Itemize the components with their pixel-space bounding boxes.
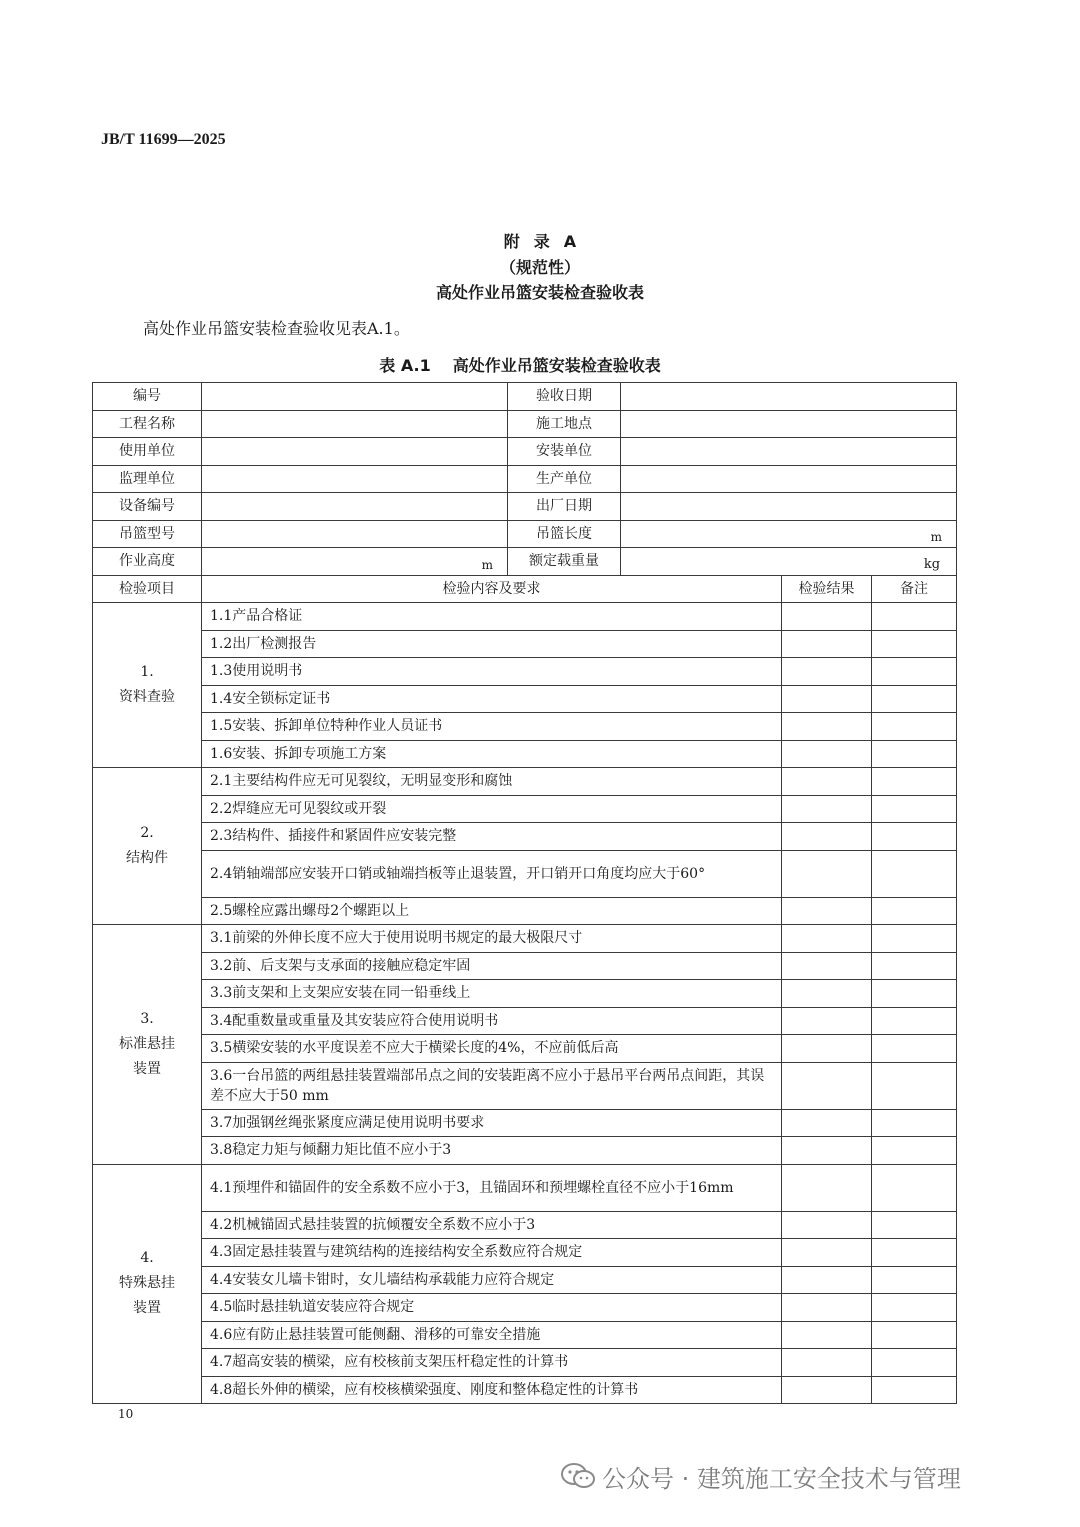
result-cell[interactable] <box>782 1294 872 1322</box>
check-item: 1.4安全锁标定证书 <box>202 685 782 713</box>
check-row <box>93 980 957 1008</box>
header-content: 检验内容及要求 <box>202 575 782 603</box>
group-number: 2. <box>140 825 154 841</box>
header-remark: 备注 <box>872 575 957 603</box>
result-cell[interactable] <box>782 658 872 686</box>
info-value <box>202 520 508 548</box>
check-row <box>93 713 957 741</box>
appendix-name: 高处作业吊篮安装检查验收表 <box>435 283 644 302</box>
result-cell[interactable] <box>782 1211 872 1239</box>
remark-cell[interactable] <box>872 850 957 897</box>
info-label: 编号 <box>93 383 202 411</box>
info-value <box>202 548 508 576</box>
group-number: 3. <box>140 1010 154 1027</box>
remark-cell[interactable] <box>872 952 957 980</box>
header-result: 检验结果 <box>782 575 872 603</box>
check-row <box>93 1239 957 1267</box>
group-cell <box>93 925 202 1165</box>
inspection-table <box>92 382 957 1404</box>
result-cell[interactable] <box>782 1239 872 1267</box>
remark-cell[interactable] <box>872 713 957 741</box>
info-row <box>93 465 957 493</box>
info-value <box>202 383 508 411</box>
check-item: 4.1预埋件和锚固件的安全系数不应小于3，且锚固环和预埋螺栓直径不应小于16mm <box>202 1164 782 1211</box>
info-value <box>202 493 508 521</box>
wechat-icon <box>560 1462 596 1490</box>
remark-cell[interactable] <box>872 980 957 1008</box>
result-cell[interactable] <box>782 897 872 925</box>
check-item: 3.1前梁的外伸长度不应大于使用说明书规定的最大极限尺寸 <box>202 925 782 953</box>
result-cell[interactable] <box>782 603 872 631</box>
result-cell[interactable] <box>782 1321 872 1349</box>
check-item: 4.6应有防止悬挂装置可能侧翻、滑移的可靠安全措施 <box>202 1321 782 1349</box>
result-cell[interactable] <box>782 925 872 953</box>
check-row <box>93 1321 957 1349</box>
check-row <box>93 1109 957 1137</box>
check-item: 2.3结构件、插接件和紧固件应安装完整 <box>202 823 782 851</box>
table-caption <box>0 353 1040 376</box>
remark-cell[interactable] <box>872 1007 957 1035</box>
info-value <box>202 410 508 438</box>
result-cell[interactable] <box>782 823 872 851</box>
check-item: 2.5螺栓应露出螺母2个螺距以上 <box>202 897 782 925</box>
intro-text: 高处作业吊篮安装检查验收见表A.1。 <box>143 319 410 338</box>
info-label: 出厂日期 <box>508 493 621 521</box>
group-cell <box>93 768 202 925</box>
result-cell[interactable] <box>782 713 872 741</box>
appendix-nature: （规范性） <box>499 258 580 277</box>
info-row <box>93 410 957 438</box>
result-cell[interactable] <box>782 1137 872 1165</box>
remark-cell[interactable] <box>872 603 957 631</box>
check-item: 4.8超长外伸的横梁，应有校核横梁强度、刚度和整体稳定性的计算书 <box>202 1376 782 1404</box>
result-cell[interactable] <box>782 1035 872 1063</box>
group-name: 装置 <box>133 1060 161 1077</box>
remark-cell[interactable] <box>872 1376 957 1404</box>
check-row <box>93 1035 957 1063</box>
remark-cell[interactable] <box>872 1349 957 1377</box>
info-row <box>93 520 957 548</box>
result-cell[interactable] <box>782 740 872 768</box>
info-label: 使用单位 <box>93 438 202 466</box>
check-item: 1.5安装、拆卸单位特种作业人员证书 <box>202 713 782 741</box>
check-item: 3.5横梁安装的水平度误差不应大于横梁长度的4%，不应前低后高 <box>202 1035 782 1063</box>
check-item: 1.6安装、拆卸专项施工方案 <box>202 740 782 768</box>
check-item: 4.2机械锚固式悬挂装置的抗倾覆安全系数不应小于3 <box>202 1211 782 1239</box>
check-row <box>93 1007 957 1035</box>
remark-cell[interactable] <box>872 1321 957 1349</box>
check-item: 4.7超高安装的横梁，应有校核前支架压杆稳定性的计算书 <box>202 1349 782 1377</box>
info-label: 验收日期 <box>508 383 621 411</box>
remark-cell[interactable] <box>872 1239 957 1267</box>
info-label: 吊篮长度 <box>508 520 621 548</box>
info-label: 额定载重量 <box>508 548 621 576</box>
remark-cell[interactable] <box>872 1294 957 1322</box>
info-label: 设备编号 <box>93 493 202 521</box>
header-item: 检验项目 <box>93 575 202 603</box>
remark-cell[interactable] <box>872 658 957 686</box>
result-cell[interactable] <box>782 850 872 897</box>
check-row <box>93 897 957 925</box>
check-row <box>93 630 957 658</box>
group-number: 4. <box>140 1250 154 1267</box>
remark-cell[interactable] <box>872 1035 957 1063</box>
info-row <box>93 383 957 411</box>
info-label: 生产单位 <box>508 465 621 493</box>
group-name: 装置 <box>133 1300 161 1317</box>
check-item: 4.3固定悬挂装置与建筑结构的连接结构安全系数应符合规定 <box>202 1239 782 1267</box>
check-row <box>93 1164 957 1211</box>
check-item: 3.8稳定力矩与倾翻力矩比值不应小于3 <box>202 1137 782 1165</box>
group-cell <box>93 603 202 768</box>
result-cell[interactable] <box>782 795 872 823</box>
result-cell[interactable] <box>782 1349 872 1377</box>
check-item: 1.2出厂检测报告 <box>202 630 782 658</box>
info-row <box>93 438 957 466</box>
check-row <box>93 850 957 897</box>
remark-cell[interactable] <box>872 823 957 851</box>
check-row <box>93 1349 957 1377</box>
info-value <box>621 410 957 438</box>
info-label: 工程名称 <box>93 410 202 438</box>
info-value <box>202 465 508 493</box>
info-value <box>621 438 957 466</box>
info-value <box>621 493 957 521</box>
standard-number: JB/T 11699—2025 <box>101 131 226 148</box>
check-item: 1.3使用说明书 <box>202 658 782 686</box>
unit-label: kg <box>923 556 941 572</box>
remark-cell[interactable] <box>872 1062 957 1109</box>
watermark-text: 公众号 · 建筑施工安全技术与管理 <box>602 1464 961 1493</box>
remark-cell[interactable] <box>872 1164 957 1211</box>
remark-cell[interactable] <box>872 630 957 658</box>
result-cell[interactable] <box>782 952 872 980</box>
check-row <box>93 1062 957 1109</box>
remark-cell[interactable] <box>872 1211 957 1239</box>
remark-cell[interactable] <box>872 1266 957 1294</box>
result-cell[interactable] <box>782 1007 872 1035</box>
check-row <box>93 740 957 768</box>
check-item: 4.5临时悬挂轨道安装应符合规定 <box>202 1294 782 1322</box>
remark-cell[interactable] <box>872 740 957 768</box>
table-number: 表 A.1 <box>379 356 431 375</box>
result-cell[interactable] <box>782 1109 872 1137</box>
info-label: 施工地点 <box>508 410 621 438</box>
info-label: 安装单位 <box>508 438 621 466</box>
remark-cell[interactable] <box>872 685 957 713</box>
check-row <box>93 768 957 796</box>
check-item: 3.7加强钢丝绳张紧度应满足使用说明书要求 <box>202 1109 782 1137</box>
check-row <box>93 1211 957 1239</box>
check-item: 4.4安装女儿墙卡钳时，女儿墙结构承载能力应符合规定 <box>202 1266 782 1294</box>
remark-cell[interactable] <box>872 897 957 925</box>
check-row <box>93 1137 957 1165</box>
check-item: 3.6一台吊篮的两组悬挂装置端部吊点之间的安装距离不应小于悬吊平台两吊点间距，其误差不应大于50 mm <box>202 1062 782 1109</box>
table-title: 高处作业吊篮安装检查验收表 <box>452 356 661 375</box>
check-item: 2.2焊缝应无可见裂纹或开裂 <box>202 795 782 823</box>
remark-cell[interactable] <box>872 795 957 823</box>
remark-cell[interactable] <box>872 768 957 796</box>
result-cell[interactable] <box>782 980 872 1008</box>
info-label: 监理单位 <box>93 465 202 493</box>
info-value <box>202 438 508 466</box>
group-name: 特殊悬挂 <box>119 1275 175 1292</box>
check-item: 3.2前、后支架与支承面的接触应稳定牢固 <box>202 952 782 980</box>
info-value <box>621 383 957 411</box>
check-row <box>93 1266 957 1294</box>
result-cell[interactable] <box>782 1164 872 1211</box>
result-cell[interactable] <box>782 1266 872 1294</box>
result-cell[interactable] <box>782 630 872 658</box>
info-row <box>93 493 957 521</box>
check-row <box>93 1294 957 1322</box>
check-row <box>93 925 957 953</box>
check-row <box>93 603 957 631</box>
watermark <box>560 1456 961 1496</box>
header-row <box>93 575 957 603</box>
unit-label: m <box>930 530 943 544</box>
result-cell[interactable] <box>782 685 872 713</box>
check-item: 2.1主要结构件应无可见裂纹，无明显变形和腐蚀 <box>202 768 782 796</box>
info-label: 吊篮型号 <box>93 520 202 548</box>
group-cell <box>93 1164 202 1404</box>
check-row <box>93 1376 957 1404</box>
result-cell[interactable] <box>782 1376 872 1404</box>
check-row <box>93 685 957 713</box>
result-cell[interactable] <box>782 1062 872 1109</box>
check-item: 3.4配重数量或重量及其安装应符合使用说明书 <box>202 1007 782 1035</box>
remark-cell[interactable] <box>872 1137 957 1165</box>
info-value <box>621 548 957 576</box>
appendix-title: 附录A <box>503 232 591 251</box>
check-item: 1.1产品合格证 <box>202 603 782 631</box>
page-number: 10 <box>118 1407 134 1421</box>
group-name: 资料查验 <box>119 689 175 705</box>
info-row <box>93 548 957 576</box>
result-cell[interactable] <box>782 768 872 796</box>
check-row <box>93 952 957 980</box>
unit-label: m <box>481 557 493 572</box>
info-value <box>621 520 957 548</box>
group-name: 标准悬挂 <box>119 1035 175 1052</box>
check-row <box>93 823 957 851</box>
check-row <box>93 795 957 823</box>
group-number: 1. <box>140 664 154 680</box>
remark-cell[interactable] <box>872 925 957 953</box>
group-name: 结构件 <box>126 850 168 866</box>
info-value <box>621 465 957 493</box>
check-item: 2.4销轴端部应安装开口销或轴端挡板等止退装置，开口销开口角度均应大于60° <box>202 850 782 897</box>
check-row <box>93 658 957 686</box>
remark-cell[interactable] <box>872 1109 957 1137</box>
check-item: 3.3前支架和上支架应安装在同一铅垂线上 <box>202 980 782 1008</box>
info-label: 作业高度 <box>93 548 202 576</box>
